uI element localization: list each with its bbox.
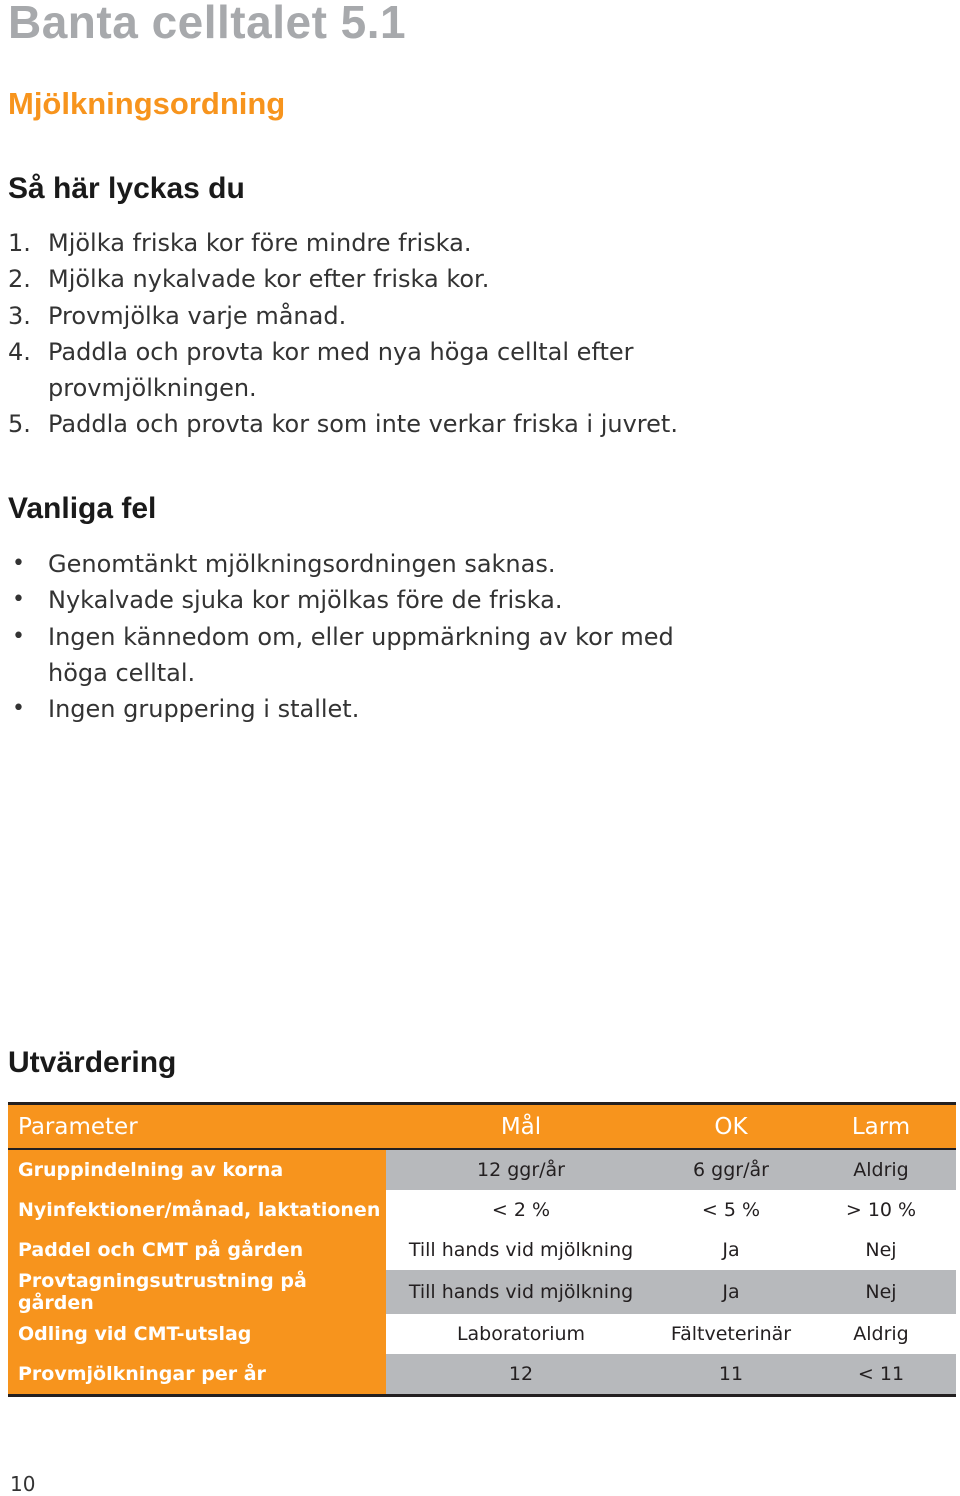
- ok-cell: Ja: [656, 1270, 806, 1314]
- list-item: [8, 406, 678, 442]
- table-header-row: [8, 1104, 956, 1150]
- goal-cell: 12: [386, 1354, 656, 1396]
- column-header-parameter: Parameter: [8, 1104, 386, 1150]
- list-item-text: Provmjölka varje månad.: [48, 301, 347, 330]
- parameter-cell: Nyinfektioner/månad, laktationen: [8, 1190, 386, 1230]
- bullet-item: [8, 546, 708, 582]
- list-item: [8, 298, 678, 334]
- parameter-cell: Paddel och CMT på gården: [8, 1230, 386, 1270]
- table-row: [8, 1354, 956, 1396]
- success-heading: Så här lyckas du: [8, 172, 245, 205]
- alarm-cell: Aldrig: [806, 1314, 956, 1354]
- parameter-cell: Provmjölkningar per år: [8, 1354, 386, 1396]
- goal-cell: 12 ggr/år: [386, 1149, 656, 1190]
- list-number: 3.: [8, 301, 31, 330]
- list-number: 2.: [8, 265, 31, 294]
- list-item: [8, 261, 678, 297]
- evaluation-heading: Utvärdering: [8, 1046, 177, 1079]
- table-row: [8, 1190, 956, 1230]
- bullet-icon: •: [12, 623, 25, 649]
- list-number: 5.: [8, 410, 31, 439]
- list-item-text: Paddla och provta kor som inte verkar friska i juvret.: [48, 410, 678, 439]
- list-number: 1.: [8, 229, 31, 257]
- table-row: [8, 1270, 956, 1314]
- ok-cell: < 5 %: [656, 1190, 806, 1230]
- success-list: [8, 225, 678, 443]
- goal-cell: Laboratorium: [386, 1314, 656, 1354]
- ok-cell: Ja: [656, 1230, 806, 1270]
- list-item: [8, 225, 678, 261]
- column-header-ok: OK: [656, 1104, 806, 1150]
- page-title: Banta celltalet 5.1: [8, 0, 407, 48]
- list-item-text: Mjölka nykalvade kor efter friska kor.: [48, 265, 490, 294]
- mistakes-list: [8, 546, 708, 727]
- table-row: [8, 1149, 956, 1190]
- bullet-icon: •: [12, 696, 25, 722]
- section-subtitle: Mjölkningsordning: [8, 86, 286, 121]
- page-number: 10: [10, 1472, 36, 1496]
- table-row: [8, 1230, 956, 1270]
- bullet-item-text: Nykalvade sjuka kor mjölkas före de friska.: [48, 586, 563, 615]
- ok-cell: 11: [656, 1354, 806, 1396]
- bullet-item: [8, 619, 708, 692]
- mistakes-heading: Vanliga fel: [8, 492, 157, 525]
- alarm-cell: Aldrig: [806, 1149, 956, 1190]
- alarm-cell: Nej: [806, 1270, 956, 1314]
- column-header-alarm: Larm: [806, 1104, 956, 1150]
- goal-cell: Till hands vid mjölkning: [386, 1230, 656, 1270]
- parameter-cell: Provtagningsutrustning på gården: [8, 1270, 386, 1314]
- list-item-text: Mjölka friska kor före mindre friska.: [48, 229, 472, 257]
- parameter-cell: Odling vid CMT-utslag: [8, 1314, 386, 1354]
- goal-cell: Till hands vid mjölkning: [386, 1270, 656, 1314]
- bullet-icon: •: [12, 551, 25, 576]
- column-header-goal: Mål: [386, 1104, 656, 1150]
- bullet-item: [8, 691, 708, 727]
- alarm-cell: < 11: [806, 1354, 956, 1396]
- bullet-item: [8, 582, 708, 618]
- bullet-icon: •: [12, 587, 25, 613]
- bullet-item-text: Ingen gruppering i stallet.: [48, 695, 360, 724]
- list-item-text: Paddla och provta kor med nya höga celltal efter provmjölkningen.: [48, 337, 634, 403]
- bullet-item-text: Genomtänkt mjölkningsordningen saknas.: [48, 550, 556, 578]
- parameter-cell: Gruppindelning av korna: [8, 1149, 386, 1190]
- alarm-cell: Nej: [806, 1230, 956, 1270]
- bullet-item-text: Ingen kännedom om, eller uppmärkning av kor med höga celltal.: [48, 622, 674, 687]
- ok-cell: 6 ggr/år: [656, 1149, 806, 1190]
- goal-cell: < 2 %: [386, 1190, 656, 1230]
- table-row: [8, 1314, 956, 1354]
- alarm-cell: > 10 %: [806, 1190, 956, 1230]
- list-item: [8, 334, 668, 407]
- evaluation-table: [8, 1102, 956, 1397]
- list-number: 4.: [8, 337, 31, 366]
- ok-cell: Fältveterinär: [656, 1314, 806, 1354]
